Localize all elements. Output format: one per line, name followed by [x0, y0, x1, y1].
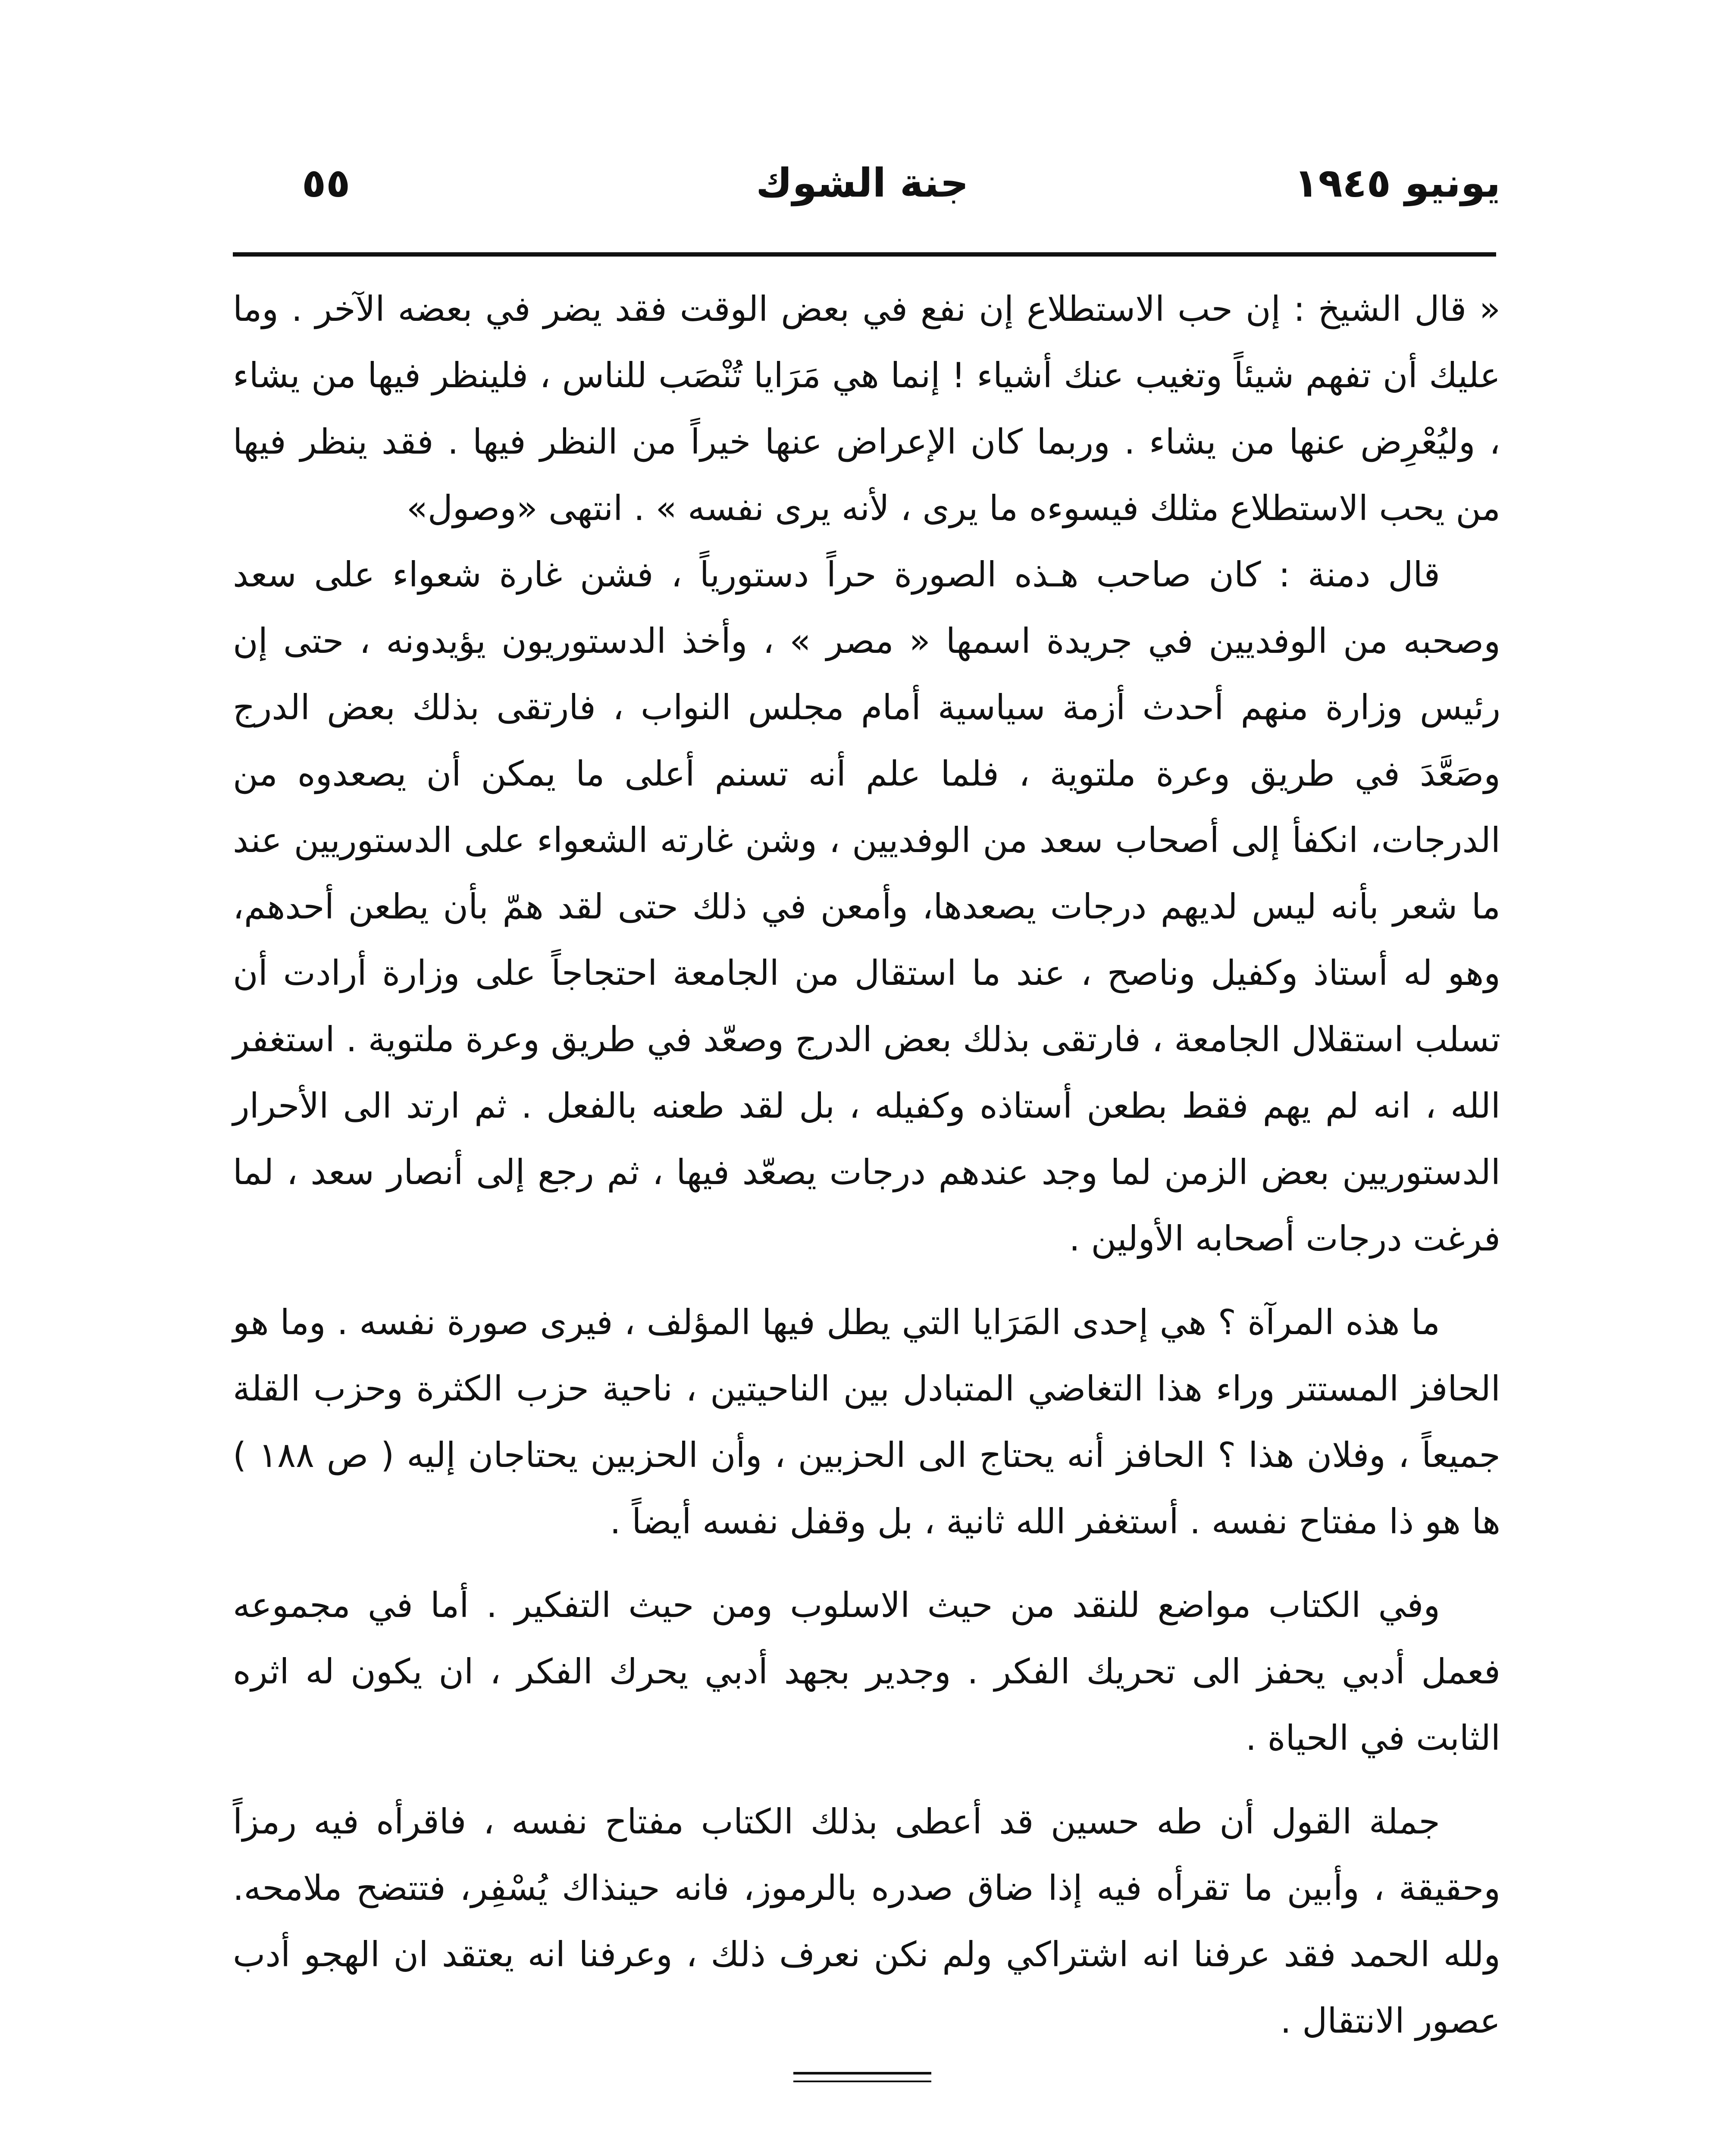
header-rule	[233, 252, 1496, 257]
paragraph-quote: « قال الشيخ : إن حب الاستطلاع إن نفع في بعض الوقت فقد يضر في بعضه الآخر . وما عليك أن تفهم شيئاً وتغيب عنك أشياء ! إنما هي مَرَايا تُنْصَب للناس ، فلينظر فيها من يشاء ، وليُعْرِض عنها من يشاء . وربما كان الإعراض عنها خيراً من النظر فيها . فقد ينظر فيها من يحب الاستطلاع مثلك فيسوءه ما يرى ، لأنه يرى نفسه » . انتهى «وصول»	[233, 289, 1500, 528]
paragraph-mirror: ما هذه المرآة ؟ هي إحدى المَرَايا التي يطل فيها المؤلف ، فيرى صورة نفسه . وما هو الحافز المستتر وراء هذا التغاضي المتبادل بين الناحيتين ، ناحية حزب الكثرة وحزب القلة جميعاً ، وفلان هذا ؟ الحافز أنه يحتاج الى الحزبين ، وأن الحزبين يحتاجان إليه ( ص ١٨٨ ) ها هو ذا مفتاح نفسه . أستغفر الله ثانية ، بل وقفل نفسه أيضاً .	[233, 1302, 1500, 1542]
paragraph-dimna: قال دمنة : كان صاحب هـذه الصورة حراً دستورياً ، فشن غارة شعواء على سعد وصحبه من الوفديين في جريدة اسمها « مصر » ، وأخذ الدستوريون يؤيدونه ، حتى إن رئيس وزارة منهم أحدث أزمة سياسية أمام مجلس النواب ، فارتقى بذلك بعض الدرج وصَعَّدَ في طريق وعرة ملتوية ، فلما علم أنه تسنم أعلى ما يمكن أن يصعدوه من الدرجات، انكفأ إلى أصحاب سعد من الوفديين ، وشن غارته الشعواء على الدستوريين عند ما شعر بأنه ليس لديهم درجات يصعدها، وأمعن في ذلك حتى لقد همّ بأن يطعن أحدهم، وهو له أستاذ وكفيل وناصح ، عند ما استقال من الجامعة احتجاجاً على وزارة أرادت أن تسلب استقلال الجامعة ، فارتقى بذلك بعض الدرج وصعّد في طريق وعرة ملتوية . استغفر الله ، انه لم يهم فقط بطعن أستاذه وكفيله ، بل لقد طعنه بالفعل . ثم ارتد الى الأحرار الدستوريين بعض الزمن لما وجد عندهم درجات يصعّد فيها ، ثم رجع إلى أنصار سعد ، لما فرغت درجات أصحابه الأولين .	[233, 555, 1500, 1259]
paragraph-conclusion: جملة القول أن طه حسين قد أعطى بذلك الكتاب مفتاح نفسه ، فاقرأه فيه رمزاً وحقيقة ، وأبين ما تقرأه فيه إذا ضاق صدره بالرموز، فانه حينذاك يُسْفِر، فتتضح ملامحه. ولله الحمد فقد عرفنا انه اشتراكي ولم نكن نعرف ذلك ، وعرفنا انه يعتقد ان الهجو أدب عصور الانتقال .	[233, 1802, 1500, 2041]
end-ornament	[793, 2072, 931, 2082]
issue-date: يونيو ١٩٤٥	[1294, 160, 1500, 206]
page-number: ٥٥	[302, 160, 351, 206]
paragraph-critique: وفي الكتاب مواضع للنقد من حيث الاسلوب ومن حيث التفكير . أما في مجموعه فعمل أدبي يحفز الى تحريك الفكر . وجدير بجهد أدبي يحرك الفكر ، ان يكون له اثره الثابت في الحياة .	[233, 1585, 1500, 1758]
running-header	[224, 151, 1500, 224]
article-body	[233, 276, 1500, 2054]
running-title: جنة الشوك	[756, 160, 969, 206]
